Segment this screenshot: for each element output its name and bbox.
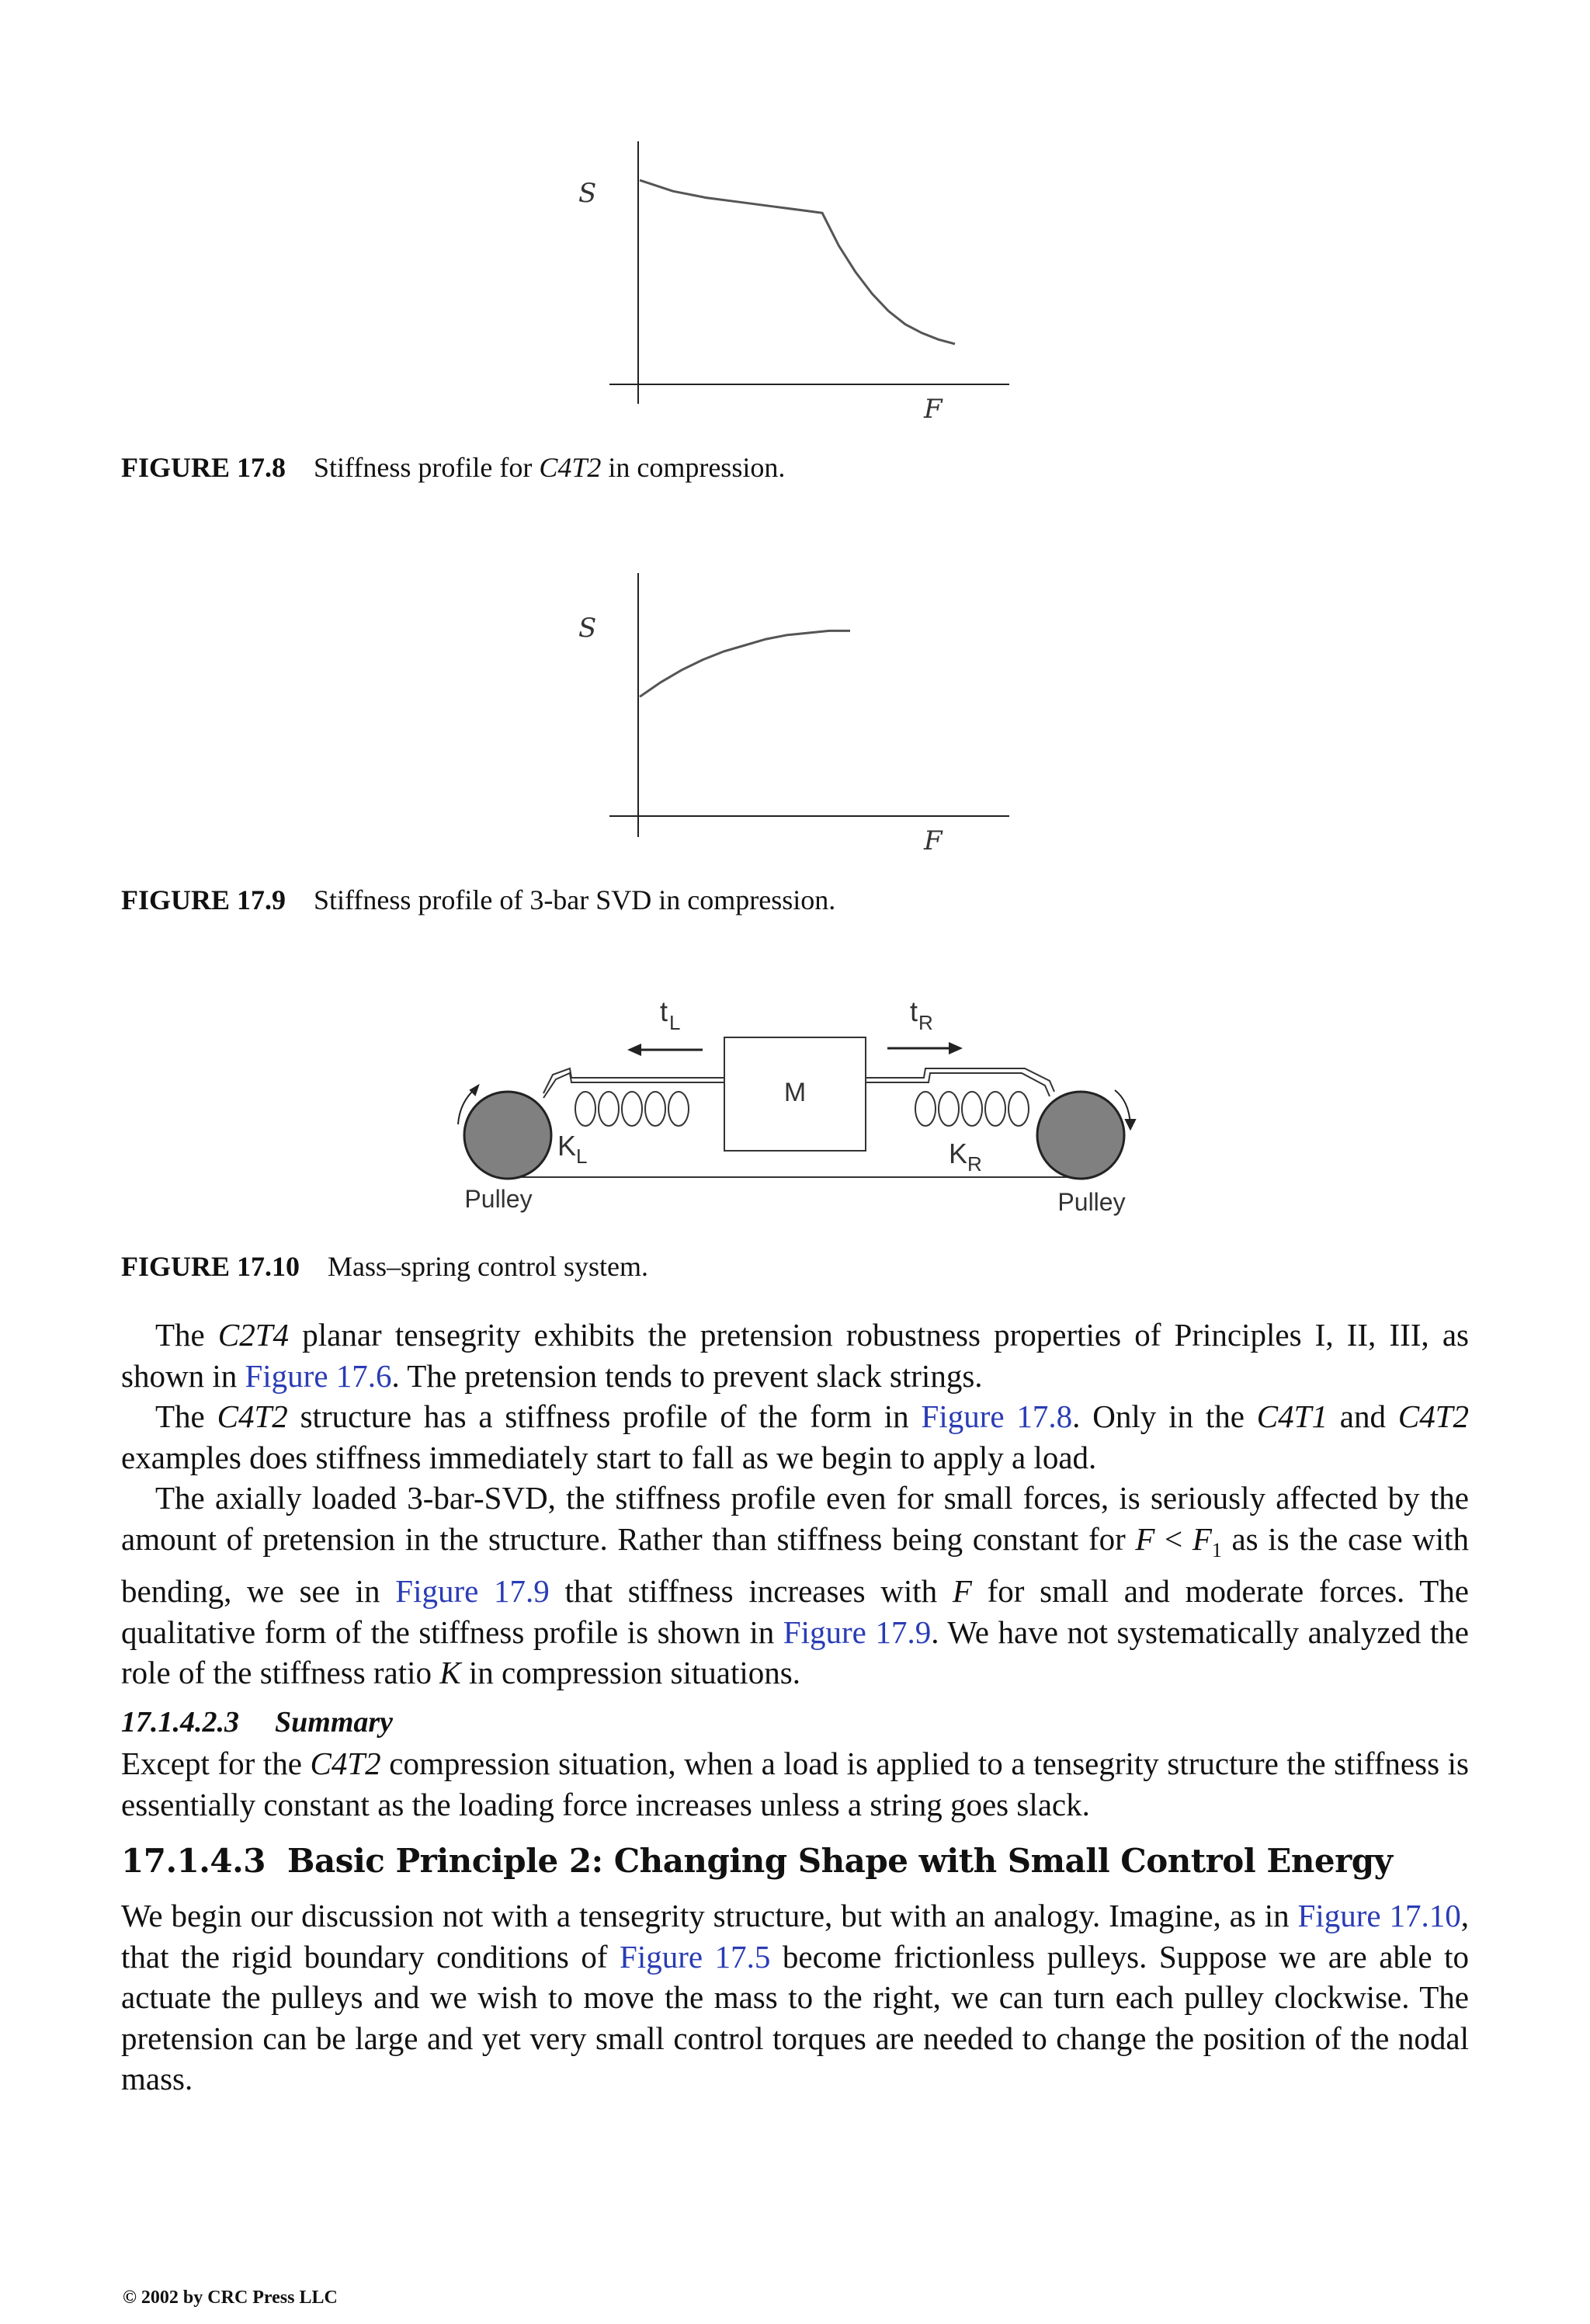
figure-link[interactable]: Figure 17.5	[620, 1938, 771, 1975]
svg-text:t: t	[660, 995, 668, 1027]
summary-heading: 17.1.4.2.3 Summary	[121, 1706, 394, 1739]
caption-label: FIGURE 17.10	[121, 1251, 300, 1282]
svg-text:R: R	[918, 1011, 933, 1034]
paragraph-4: Except for the C4T2 compression situation, when a load is applied to a tensegrity structure the stiffness is essentially constant as the loading force increases unless a string goes slack.	[121, 1746, 1469, 1822]
left-pulley	[464, 1092, 551, 1179]
body-paragraphs	[121, 1315, 1469, 1693]
spring-constant-left	[557, 1130, 587, 1168]
paragraph-1: The C2T4 planar tensegrity exhibits the pretension robustness properties of Principles I, II, III, as shown in Figure 17.6. The pretension tends to prevent slack strings.	[121, 1317, 1469, 1394]
caption-label: FIGURE 17.8	[121, 452, 286, 483]
paragraph-3: The axially loaded 3-bar-SVD, the stiffness profile even for small forces, is seriously affected by the amount of pretension in the structure. Rather than stiffness being constant for $F < F_1$ as is the case with bending, we see in Figure 17.9 that stiffness increases with F for small and moderate forces. The qualitative form of the stiffness profile is shown in Figure 17.9. We have not systematically analyzed the role of the stiffness ratio K in compression situations.	[121, 1480, 1470, 1691]
tension-left-label	[660, 995, 680, 1034]
svg-text:L: L	[576, 1145, 588, 1168]
summary-body	[121, 1743, 1469, 1825]
y-axis-label: S	[578, 178, 597, 209]
paragraph-2: The C4T2 structure has a stiffness profile of the form in Figure 17.8. Only in the C4T1 and C4T2 examples does stiffness immediately start to fall as we begin to apply a load.	[121, 1398, 1469, 1475]
svg-text:L: L	[669, 1011, 681, 1034]
figure-link[interactable]: Figure 17.6	[245, 1357, 392, 1394]
x-axis-label: F	[924, 394, 943, 425]
left-arrow-icon	[627, 1044, 703, 1056]
stiffness-curve	[640, 180, 955, 344]
copyright-notice: © 2002 by CRC Press LLC	[123, 2288, 338, 2308]
svg-text:K: K	[557, 1130, 577, 1162]
tension-right-label	[910, 995, 933, 1034]
figure-17-10-caption: FIGURE 17.10 Mass–spring control system.	[121, 1251, 648, 1282]
svg-text:t: t	[910, 995, 918, 1027]
svg-text:K: K	[949, 1138, 968, 1169]
figure-link[interactable]: Figure 17.9	[783, 1614, 932, 1650]
stiffness-curve	[640, 631, 850, 697]
figure-17-8-chart	[0, 132, 1590, 435]
figure-link[interactable]: Figure 17.9	[395, 1573, 550, 1610]
caption-label: FIGURE 17.9	[121, 884, 286, 915]
figure-17-8-caption: FIGURE 17.8 Stiffness profile for C4T2 in compression.	[121, 452, 786, 483]
figure-link[interactable]: Figure 17.8	[921, 1398, 1073, 1434]
left-spring	[543, 1068, 724, 1126]
y-axis-label: S	[578, 613, 597, 644]
figure-17-10-diagram	[0, 994, 1590, 1227]
figure-17-9-caption: FIGURE 17.9 Stiffness profile of 3-bar SVD in compression.	[121, 884, 836, 915]
spring-constant-right	[949, 1138, 982, 1176]
figure-link[interactable]: Figure 17.10	[1297, 1898, 1461, 1933]
section-heading: 17.1.4.3 Basic Principle 2: Changing Shape with Small Control Energy	[121, 1842, 1393, 1880]
figure-17-9-chart	[0, 565, 1590, 868]
right-pulley	[1037, 1092, 1124, 1179]
paragraph-5: We begin our discussion not with a tensegrity structure, but with an analogy. Imagine, as in Figure 17.10, that the rigid boundary conditions of Figure 17.5 become frictionless pulleys. Suppose we are able to actuate the pulleys and we wish to move the mass to the right, we can turn each pulley clockwise. The pretension can be large and yet very small control torques are needed to change the position of the nodal mass.	[121, 1898, 1470, 2096]
pulley-right-label: Pulley	[1057, 1188, 1126, 1216]
mass-label: M	[783, 1078, 807, 1107]
x-axis-label: F	[924, 825, 943, 856]
svg-text:R: R	[967, 1152, 982, 1176]
section-body	[121, 1895, 1469, 2100]
pulley-left-label: Pulley	[464, 1185, 533, 1213]
right-spring	[866, 1068, 1054, 1126]
right-arrow-icon	[887, 1042, 963, 1054]
